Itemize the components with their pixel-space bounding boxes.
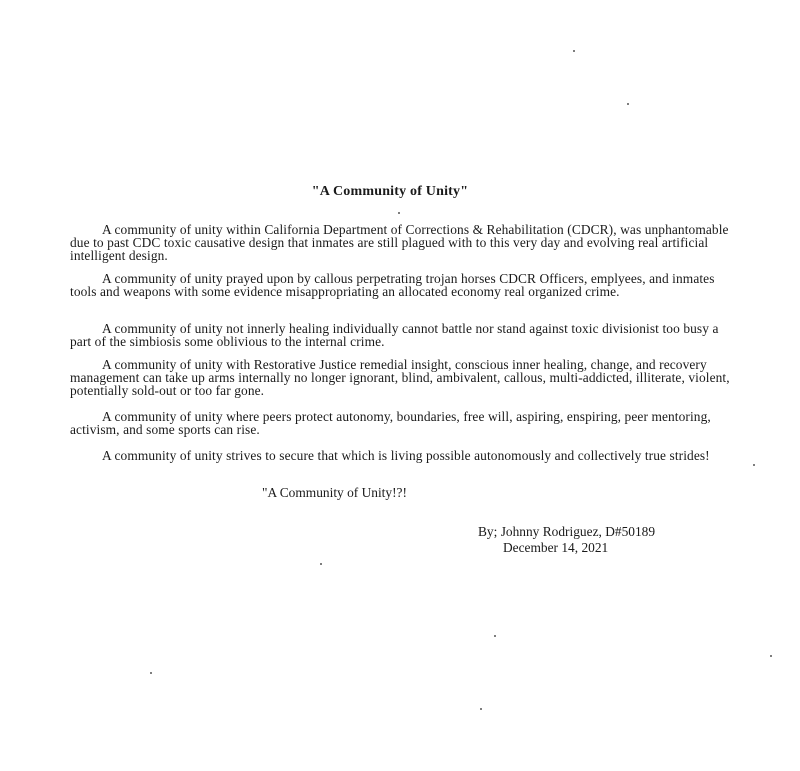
author-line: By; Johnny Rodriguez, D#50189 xyxy=(478,524,656,539)
scan-speck xyxy=(150,672,152,674)
scan-speck xyxy=(398,212,400,214)
paragraph-1: A community of unity within California Department of Corrections & Rehabilitation (CDCR), was unphantomable due to past CDC toxic causative design that inmates are still plagued with to this very day and evolving real artificial intelligent design. xyxy=(70,222,729,263)
document-title: "A Community of Unity" xyxy=(311,184,469,199)
paragraph-4: A community of unity with Restorative Justice remedial insight, conscious inner healing, change, and recovery management can take up arms internally no longer ignorant, blind, ambivalent, callous, multi-addicted, illiterate, violent, potentially sold-out or too far gone. xyxy=(70,357,730,398)
paragraph-6: A community of unity strives to secure that which is living possible autonomously and collectively true strides! xyxy=(102,448,710,463)
scan-speck xyxy=(573,50,575,52)
closing-line: "A Community of Unity!?! xyxy=(262,485,407,500)
scan-speck xyxy=(753,464,755,466)
date-line: December 14, 2021 xyxy=(503,540,609,555)
signature-block xyxy=(478,524,655,556)
scan-speck xyxy=(627,103,629,105)
scan-speck xyxy=(320,563,322,565)
paragraph-5: A community of unity where peers protect autonomy, boundaries, free will, aspiring, enspiring, peer mentoring, activism, and some sports can rise. xyxy=(70,409,711,437)
paragraph-2: A community of unity prayed upon by callous perpetrating trojan horses CDCR Officers, emplyees, and inmates tools and weapons with some evidence misappropriating an allocated economy real organized crime. xyxy=(70,271,715,299)
paragraph-3: A community of unity not innerly healing individually cannot battle nor stand against toxic divisionist too busy a part of the simbiosis some oblivious to the internal crime. xyxy=(70,321,719,349)
scan-speck xyxy=(494,635,496,637)
scan-speck xyxy=(480,708,482,710)
scan-speck xyxy=(770,655,772,657)
